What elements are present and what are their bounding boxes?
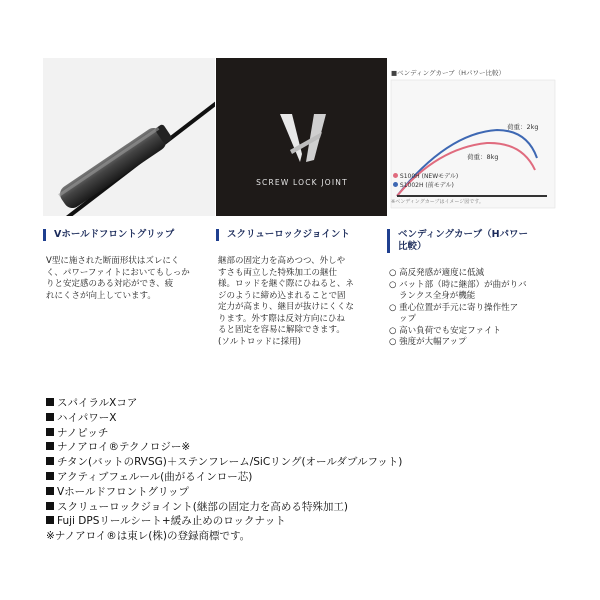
screw-lock-joint-logo-panel <box>216 58 388 216</box>
bending-points <box>389 268 527 349</box>
legend-new-label: S100H (NEWモデル) <box>399 173 459 180</box>
bending-point: ○ 強度が大幅アップ <box>389 337 467 347</box>
square-bullet-icon <box>46 428 54 436</box>
square-bullet-icon <box>46 457 54 465</box>
circle-icon: ○ <box>389 279 397 290</box>
spec-item: ハイパワーX <box>46 411 402 426</box>
spec-list <box>46 396 402 544</box>
spec-item: チタン(バットのRVSG)＋ステンフレーム/SiCリング(オールダブルフット) <box>46 455 402 470</box>
square-bullet-icon <box>46 413 54 421</box>
legend-old-swatch <box>393 182 398 187</box>
bending-point: ○ 高反発感が適度に低減 <box>389 268 485 278</box>
spec-item: スパイラルXコア <box>46 396 402 411</box>
grip-description: V型に施された断面形状はズレにく く、パワーファイトにおいてもしっか りと安定感のある対応ができ、疲 れにくさが向上しています。 <box>46 256 190 301</box>
bending-heading <box>387 229 528 253</box>
circle-icon: ○ <box>389 268 397 278</box>
load-8kg-label: 荷重：8kg <box>467 153 499 161</box>
spec-item: スクリューロックジョイント(継部の固定力を高める特殊加工) <box>46 500 402 515</box>
spec-item: アクティブフェルール(曲がるインロー芯) <box>46 470 402 485</box>
legend-old-label: S1002H (前モデル) <box>399 182 454 189</box>
spec-item: Vホールドフロントグリップ <box>46 485 402 500</box>
joint-description: 継部の固定力を高めつつ、外しや すさも両立した特殊加工の継仕 様。ロッドを継ぐ際にひねると、ネ ジのように締め込まれることで固 定力が高まり、継目が抜けにくくな ります。外す際は反対方向にひね ると固定を容易に解除できます。 (ソルトロッドに採用) <box>218 256 355 347</box>
bending-heading-line1: ベンディングカーブ（Hパワー <box>398 229 529 240</box>
grip-heading: Vホールドフロントグリップ <box>43 229 174 241</box>
grip-photo <box>43 58 215 216</box>
spec-item: Fuji DPSリールシート+緩み止めのロックナット <box>46 514 402 529</box>
bending-curve-chart <box>387 58 559 216</box>
square-bullet-icon <box>46 502 54 510</box>
legend-old <box>393 180 454 189</box>
bending-point: ップ <box>399 314 417 324</box>
square-bullet-icon <box>46 398 54 406</box>
circle-icon: ○ <box>389 325 397 336</box>
square-bullet-icon <box>46 516 54 524</box>
bending-chart-title: ■ベンディングカーブ（Hパワー比較） <box>391 69 506 77</box>
spec-item: ナノピッチ <box>46 426 402 441</box>
bending-point: ○ バット部（時に継部）が曲がりバ <box>389 279 527 290</box>
circle-icon: ○ <box>389 337 397 347</box>
legend-new-swatch <box>393 173 398 178</box>
chart-footnote: ※ベンディングカーブはイメージ図です。 <box>391 199 484 205</box>
square-bullet-icon <box>46 487 54 495</box>
screw-lock-joint-logo-text: SCREW LOCK JOINT <box>256 178 348 187</box>
joint-heading: スクリューロックジョイント <box>216 229 350 241</box>
screw-lock-joint-logo <box>216 58 388 216</box>
trademark-note: ※ナノアロイ®は東レ(株)の登録商標です。 <box>46 530 251 543</box>
legend-new <box>393 171 458 180</box>
square-bullet-icon <box>46 472 54 480</box>
circle-icon: ○ <box>389 302 397 313</box>
spec-item: ナノアロイ®テクノロジー※ <box>46 440 402 455</box>
square-bullet-icon <box>46 442 54 450</box>
load-2kg-label: 荷重：2kg <box>507 123 539 131</box>
bending-point: ○ 高い負荷でも安定ファイト <box>389 325 501 336</box>
bending-point: ランクス全身が機能 <box>399 291 476 301</box>
bending-point: ○ 重心位置が手元に寄り操作性ア <box>389 302 519 313</box>
bending-heading-line2: 比較） <box>398 241 427 252</box>
